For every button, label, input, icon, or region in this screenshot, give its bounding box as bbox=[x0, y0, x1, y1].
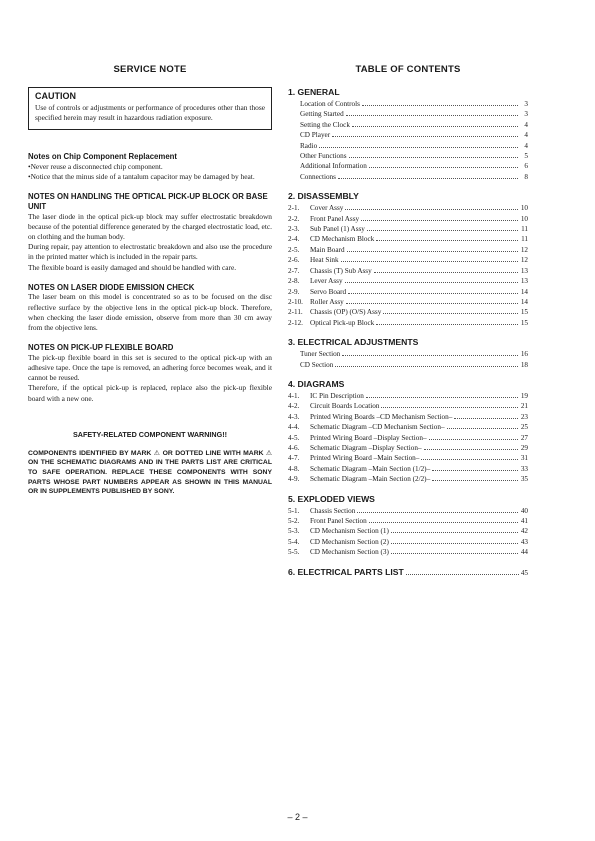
toc-leader-dots bbox=[374, 266, 518, 273]
toc-entry-label: Schematic Diagram –Main Section (1/2)– bbox=[310, 464, 431, 473]
toc-entry-page: 14 bbox=[520, 287, 528, 296]
toc-entry-page: 11 bbox=[521, 235, 528, 244]
toc-leader-dots bbox=[342, 349, 518, 356]
toc-entry[interactable] bbox=[288, 506, 528, 516]
toc-leader-dots bbox=[319, 141, 518, 148]
toc-entry[interactable] bbox=[288, 161, 528, 171]
toc-leader-dots bbox=[432, 464, 518, 471]
toc-section bbox=[288, 191, 528, 328]
flex-notes-heading: NOTES ON PICK-UP FLEXIBLE BOARD bbox=[28, 343, 174, 353]
toc-leader-dots bbox=[332, 130, 518, 137]
laser-notes-section bbox=[28, 283, 272, 333]
toc-entry-page: 33 bbox=[520, 464, 528, 473]
toc-entry-number: 2-9. bbox=[288, 287, 300, 296]
toc-entry-label: Radio bbox=[300, 141, 318, 150]
toc-entry-label: CD Mechanism Section (3) bbox=[310, 548, 389, 557]
toc-entry-label: Optical Pick-up Block bbox=[310, 318, 375, 327]
toc-entry-number: 2-1. bbox=[288, 204, 300, 213]
toc-entry-page: 4 bbox=[524, 131, 528, 140]
toc-entry-page: 18 bbox=[520, 360, 528, 369]
toc-entry-label: Additional Information bbox=[300, 162, 367, 171]
toc-entry-label: Location of Controls bbox=[300, 100, 360, 108]
toc-entry-label: Heat Sink bbox=[310, 256, 339, 265]
toc-entry[interactable] bbox=[288, 401, 528, 411]
toc-entry-label: CD Mechanism Section (1) bbox=[310, 527, 389, 536]
toc-entry-number: 2-10. bbox=[288, 297, 303, 306]
toc-entry-label: IC Pin Description bbox=[310, 391, 364, 400]
toc-entry[interactable] bbox=[288, 547, 528, 557]
caution-box bbox=[28, 87, 272, 130]
caution-title: CAUTION bbox=[35, 91, 76, 101]
toc-entry[interactable] bbox=[288, 318, 528, 328]
toc-leader-dots bbox=[338, 172, 518, 179]
toc-entry-page: 4 bbox=[524, 120, 528, 129]
toc-entry[interactable] bbox=[288, 537, 528, 547]
laser-notes-heading: NOTES ON LASER DIODE EMISSION CHECK bbox=[28, 282, 195, 292]
toc-entry-number: 2-2. bbox=[288, 214, 300, 223]
toc-entry-label: Schematic Diagram –CD Mechanism Section– bbox=[310, 423, 445, 432]
toc-entry-label: Lever Assy bbox=[310, 277, 343, 286]
toc-entry-label: Main Board bbox=[310, 245, 345, 254]
toc-entry[interactable] bbox=[288, 422, 528, 432]
toc-entry-label: CD Player bbox=[300, 131, 331, 140]
toc-entry-number: 4-1. bbox=[288, 391, 300, 400]
toc-leader-dots bbox=[383, 307, 518, 314]
toc-entry-label: CD Section bbox=[300, 360, 334, 369]
toc-entry-label: Printed Wiring Boards –CD Mechanism Section– bbox=[310, 412, 453, 421]
toc-entry-page: 16 bbox=[520, 350, 528, 359]
toc-entry-page: 23 bbox=[520, 412, 528, 421]
toc-leader-dots bbox=[345, 276, 518, 283]
toc-entry[interactable] bbox=[288, 109, 528, 119]
toc-entry-number: 2-8. bbox=[288, 277, 300, 286]
toc-entry-page: 13 bbox=[520, 266, 528, 275]
toc-entry-number: 4-6. bbox=[288, 443, 300, 452]
toc-leader-dots bbox=[381, 401, 518, 408]
toc-entry-label: Chassis (T) Sub Assy bbox=[310, 266, 372, 275]
flex-notes-section bbox=[28, 343, 272, 404]
chip-note-bullet: •Never reuse a disconnected chip component. bbox=[28, 162, 163, 171]
caution-text: Use of controls or adjustments or performance of procedures other than those specified herein may result in hazardous radiation exposure. bbox=[35, 103, 265, 123]
toc-entry-page: 5 bbox=[524, 152, 528, 161]
toc-leader-dots bbox=[348, 287, 518, 294]
toc-entry[interactable] bbox=[288, 526, 528, 536]
toc-leader-dots bbox=[369, 516, 518, 523]
toc-leader-dots bbox=[349, 151, 518, 158]
toc-leader-dots bbox=[454, 412, 518, 419]
toc-entry-page: 6 bbox=[524, 162, 528, 171]
toc-leader-dots bbox=[406, 567, 519, 575]
toc-entry-page: 8 bbox=[524, 172, 528, 181]
toc-entry-label: Circuit Boards Location bbox=[310, 402, 380, 411]
toc-leader-dots bbox=[424, 443, 518, 450]
toc-entry-page: 43 bbox=[520, 537, 528, 546]
toc-entry-page: 19 bbox=[520, 391, 528, 400]
toc-entry[interactable] bbox=[288, 443, 528, 453]
toc-section-heading: 4. DIAGRAMS bbox=[288, 378, 345, 389]
toc-entry-page: 10 bbox=[520, 204, 528, 213]
toc-entry-label: Connections bbox=[300, 172, 336, 181]
safety-warning-title: SAFETY-RELATED COMPONENT WARNING!! bbox=[73, 429, 227, 439]
toc-leader-dots bbox=[376, 234, 518, 241]
toc-section-heading: 3. ELECTRICAL ADJUSTMENTS bbox=[288, 337, 419, 348]
toc-entry-page: 25 bbox=[520, 423, 528, 432]
toc-leader-dots bbox=[346, 297, 518, 304]
toc-entry-page: 13 bbox=[520, 277, 528, 286]
toc-section bbox=[288, 337, 528, 370]
toc-final-heading: 6. ELECTRICAL PARTS LIST bbox=[288, 566, 404, 577]
service-note-column bbox=[28, 64, 272, 497]
service-note-title: SERVICE NOTE bbox=[113, 64, 187, 75]
toc-entry-number: 2-11. bbox=[288, 308, 303, 317]
toc-entry-label: Setting the Clock bbox=[300, 120, 350, 129]
toc-entry-page: 31 bbox=[520, 454, 528, 463]
toc-entry-number: 5-4. bbox=[288, 537, 300, 546]
toc-leader-dots bbox=[346, 109, 518, 116]
toc-entry-number: 2-6. bbox=[288, 256, 300, 265]
toc-list bbox=[288, 87, 528, 558]
toc-leader-dots bbox=[341, 255, 518, 262]
toc-leader-dots bbox=[391, 547, 518, 554]
toc-entry-page: 15 bbox=[520, 308, 528, 317]
toc-entry-number: 4-2. bbox=[288, 402, 300, 411]
optical-notes-paragraph: During repair, pay attention to electrostatic breakdown and also use the procedure in the printed matter which is included in the repair parts. bbox=[28, 242, 272, 262]
toc-entry-page: 27 bbox=[520, 433, 528, 442]
toc-entry-page: 12 bbox=[520, 245, 528, 254]
toc-entry-page: 29 bbox=[520, 443, 528, 452]
toc-entry-page: 10 bbox=[520, 214, 528, 223]
toc-entry-label: CD Mechanism Section (2) bbox=[310, 537, 389, 546]
toc-entry[interactable] bbox=[288, 120, 528, 130]
toc-leader-dots bbox=[432, 474, 518, 481]
flex-notes-paragraph: The pick-up flexible board in this set is secured to the optical pick-up with an adhesive tape. Once the tape is removed, an adhering force becomes weak, and it cannot be reused. bbox=[28, 352, 272, 383]
toc-section-heading: 5. EXPLODED VIEWS bbox=[288, 493, 375, 504]
toc-entry[interactable] bbox=[288, 172, 528, 182]
toc-entry[interactable] bbox=[288, 433, 528, 443]
toc-entry[interactable] bbox=[288, 151, 528, 161]
toc-entry-label: Chassis (OP) (O/S) Assy bbox=[310, 308, 382, 317]
chip-notes-heading: Notes on Chip Component Replacement bbox=[28, 152, 178, 162]
toc-entry[interactable] bbox=[288, 214, 528, 224]
toc-entry[interactable] bbox=[288, 130, 528, 140]
toc-entry-number: 4-7. bbox=[288, 454, 300, 463]
optical-notes-heading: NOTES ON HANDLING THE OPTICAL PICK-UP BLOCK OR BASE UNIT bbox=[28, 192, 268, 211]
toc-leader-dots bbox=[391, 537, 518, 544]
toc-entry-label: Schematic Diagram –Display Section– bbox=[310, 443, 422, 452]
toc-entry-number: 2-7. bbox=[288, 266, 300, 275]
toc-entry-label: Front Panel Assy bbox=[310, 214, 360, 223]
toc-entry-number: 5-3. bbox=[288, 527, 300, 536]
toc-leader-dots bbox=[369, 161, 518, 168]
toc-title: TABLE OF CONTENTS bbox=[355, 64, 461, 75]
flex-notes-paragraph: Therefore, if the optical pick-up is replaced, replace also the pick-up flexible board with a new one. bbox=[28, 383, 272, 403]
toc-leader-dots bbox=[362, 99, 518, 106]
toc-entry[interactable] bbox=[288, 141, 528, 151]
toc-leader-dots bbox=[347, 245, 518, 252]
optical-notes-section bbox=[28, 192, 272, 272]
toc-entry-number: 4-9. bbox=[288, 475, 300, 484]
optical-notes-paragraph: The flexible board is easily damaged and should be handled with care. bbox=[28, 262, 237, 272]
toc-entry-label: Chassis Section bbox=[310, 506, 356, 515]
toc-entry[interactable] bbox=[288, 464, 528, 474]
toc-entry-number: 5-1. bbox=[288, 506, 300, 515]
page-number: – 2 – bbox=[287, 812, 308, 822]
toc-entry[interactable] bbox=[288, 412, 528, 422]
toc-leader-dots bbox=[357, 506, 518, 513]
chip-notes-section bbox=[28, 152, 272, 182]
toc-entry-number: 4-4. bbox=[288, 423, 300, 432]
toc-entry-page: 3 bbox=[524, 100, 528, 108]
toc-entry[interactable] bbox=[288, 266, 528, 276]
toc-entry[interactable] bbox=[288, 203, 528, 213]
toc-entry-page: 3 bbox=[524, 110, 528, 119]
toc-section-heading: 1. GENERAL bbox=[288, 87, 340, 97]
toc-leader-dots bbox=[376, 318, 518, 325]
toc-entry-page: 42 bbox=[520, 527, 528, 536]
toc-entry-label: Servo Board bbox=[310, 287, 347, 296]
toc-section bbox=[288, 87, 528, 182]
toc-entry-number: 4-3. bbox=[288, 412, 300, 421]
toc-entry-label: Printed Wiring Board –Display Section– bbox=[310, 433, 427, 442]
toc-entry-page: 4 bbox=[524, 141, 528, 150]
safety-warning-text: COMPONENTS IDENTIFIED BY MARK ⚠ OR DOTTED LINE WITH MARK ⚠ ON THE SCHEMATIC DIAGRAMS AND IN THE PARTS LIST ARE CRITICAL TO SAFE OPERATION. REPLACE THESE COMPONENTS WITH SONY PARTS WHOSE PART NUMBERS APPEAR AS SHOWN IN THIS MANUAL OR IN SUPPLEMENTS PUBLISHED BY SONY. bbox=[28, 449, 272, 496]
toc-entry-page: 11 bbox=[521, 225, 528, 234]
toc-entry[interactable] bbox=[288, 99, 528, 109]
toc-entry-number: 5-2. bbox=[288, 517, 300, 525]
toc-leader-dots bbox=[361, 214, 518, 221]
toc-entry-number: 4-8. bbox=[288, 464, 300, 473]
laser-notes-paragraph: The laser beam on this model is concentrated so as to be focused on the disc reflective surface by the objective lens in the optical pick-up block. Therefore, when checking the laser diode emission, observe from more than 30 cm away from the objective lens. bbox=[28, 292, 272, 333]
toc-leader-dots bbox=[335, 360, 518, 367]
toc-entry[interactable] bbox=[288, 245, 528, 255]
toc-entry-label: Sub Panel (1) Assy bbox=[310, 225, 365, 234]
toc-section bbox=[288, 379, 528, 485]
optical-notes-paragraph: The laser diode in the optical pick-up block may suffer electrostatic breakdown because of the potential difference generated by the charged electrostatic load, etc. on clothing and the human body. bbox=[28, 211, 272, 241]
toc-entry[interactable] bbox=[288, 307, 528, 317]
toc-entry[interactable] bbox=[288, 234, 528, 244]
toc-entry[interactable] bbox=[288, 349, 528, 359]
toc-column bbox=[288, 64, 528, 577]
toc-section bbox=[288, 494, 528, 558]
toc-entry-label: Schematic Diagram –Main Section (2/2)– bbox=[310, 475, 431, 484]
toc-entry-page: 15 bbox=[520, 318, 528, 327]
toc-entry[interactable] bbox=[288, 255, 528, 265]
toc-entry[interactable] bbox=[288, 391, 528, 401]
toc-entry-number: 2-5. bbox=[288, 245, 300, 254]
toc-entry[interactable] bbox=[288, 297, 528, 307]
toc-entry-number: 2-12. bbox=[288, 318, 303, 327]
toc-entry-page: 41 bbox=[520, 517, 528, 525]
toc-entry-label: Cover Assy bbox=[310, 204, 344, 213]
toc-entry-page: 12 bbox=[520, 256, 528, 265]
toc-entry[interactable] bbox=[288, 516, 528, 526]
toc-entry-number: 5-5. bbox=[288, 548, 300, 557]
toc-leader-dots bbox=[352, 120, 518, 127]
toc-entry-label: Roller Assy bbox=[310, 297, 344, 306]
toc-leader-dots bbox=[447, 422, 518, 429]
toc-entry-number: 4-5. bbox=[288, 433, 300, 442]
toc-entry-page: 35 bbox=[520, 475, 528, 484]
toc-leader-dots bbox=[366, 391, 518, 398]
toc-entry[interactable] bbox=[288, 287, 528, 297]
toc-leader-dots bbox=[367, 224, 518, 231]
toc-leader-dots bbox=[345, 203, 518, 210]
toc-final-page: 45 bbox=[520, 568, 528, 577]
toc-entry-page: 21 bbox=[520, 402, 528, 411]
toc-final-entry[interactable] bbox=[288, 567, 528, 577]
toc-entry-label: Front Panel Section bbox=[310, 517, 367, 525]
toc-entry-number: 2-4. bbox=[288, 235, 300, 244]
toc-entry-label: CD Mechanism Block bbox=[310, 235, 375, 244]
toc-entry-label: Getting Started bbox=[300, 110, 344, 119]
toc-entry[interactable] bbox=[288, 224, 528, 234]
toc-entry-label: Other Functions bbox=[300, 152, 347, 161]
toc-entry-page: 40 bbox=[520, 506, 528, 515]
toc-leader-dots bbox=[421, 453, 518, 460]
toc-section-heading: 2. DISASSEMBLY bbox=[288, 191, 359, 202]
toc-entry[interactable] bbox=[288, 474, 528, 484]
toc-entry[interactable] bbox=[288, 453, 528, 463]
toc-entry-page: 44 bbox=[520, 548, 528, 557]
toc-leader-dots bbox=[391, 526, 518, 533]
toc-leader-dots bbox=[429, 433, 518, 440]
toc-entry-label: Printed Wiring Board –Main Section– bbox=[310, 454, 420, 463]
chip-note-bullet: •Notice that the minus side of a tantalum capacitor may be damaged by heat. bbox=[28, 172, 255, 182]
toc-entry-number: 2-3. bbox=[288, 225, 300, 234]
toc-entry-page: 14 bbox=[520, 297, 528, 306]
toc-entry-label: Tuner Section bbox=[300, 350, 341, 359]
toc-entry[interactable] bbox=[288, 360, 528, 370]
toc-entry[interactable] bbox=[288, 276, 528, 286]
